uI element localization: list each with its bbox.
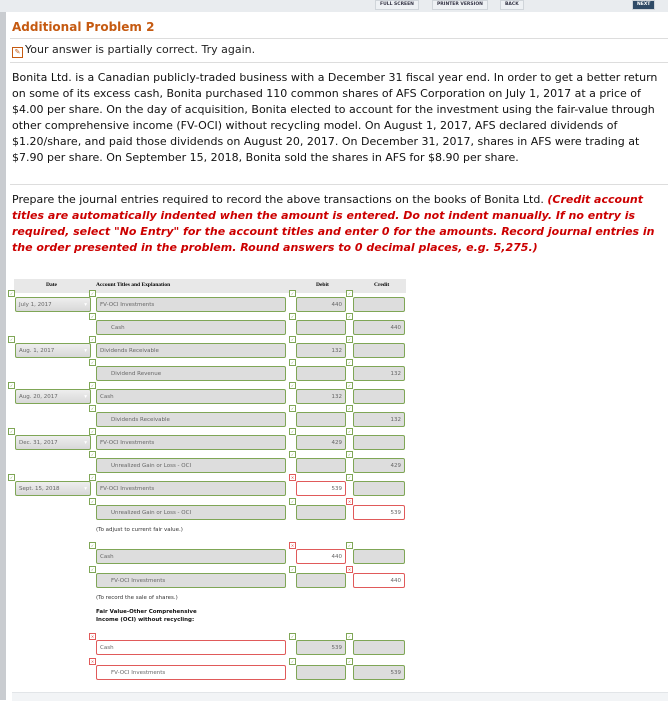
debit-input[interactable]: 440	[296, 549, 346, 564]
credit-input[interactable]	[353, 640, 405, 655]
credit-input[interactable]	[353, 343, 405, 358]
correct-icon: ✓	[290, 291, 295, 296]
correct-icon: ✓	[290, 337, 295, 342]
debit-input[interactable]	[296, 665, 346, 680]
account-title-input[interactable]: FV-OCI Investments	[96, 297, 286, 312]
debit-input[interactable]	[296, 320, 346, 335]
incorrect-icon: ✕	[90, 634, 95, 639]
correct-icon: ✓	[290, 452, 295, 457]
credit-input[interactable]	[353, 549, 405, 564]
credit-input[interactable]: 539	[353, 505, 405, 520]
correct-icon: ✓	[90, 429, 95, 434]
debit-input[interactable]	[296, 458, 346, 473]
answer-status	[12, 43, 255, 58]
credit-input[interactable]: 539	[353, 665, 405, 680]
entry-note: (To adjust to current fair value.)	[96, 527, 183, 533]
credit-input[interactable]: 440	[353, 320, 405, 335]
header-debit: Debit	[316, 282, 329, 288]
correct-icon: ✓	[347, 360, 352, 365]
debit-input[interactable]: 132	[296, 343, 346, 358]
debit-input[interactable]: 539	[296, 481, 346, 496]
correct-icon: ✓	[90, 452, 95, 457]
correct-icon: ✓	[290, 314, 295, 319]
credit-input[interactable]	[353, 481, 405, 496]
divider	[10, 184, 668, 185]
correct-icon: ✓	[9, 383, 14, 388]
date-select[interactable]: Dec. 31, 2017 ▾	[15, 435, 91, 450]
correct-icon: ✓	[347, 634, 352, 639]
incorrect-icon: ✕	[347, 567, 352, 572]
problem-title: Additional Problem 2	[12, 20, 155, 34]
left-border	[0, 12, 6, 700]
account-title-input[interactable]: Dividend Revenue	[96, 366, 286, 381]
correct-icon: ✓	[90, 314, 95, 319]
correct-icon: ✓	[347, 383, 352, 388]
account-title-input[interactable]: Cash	[96, 320, 286, 335]
correct-icon: ✓	[9, 475, 14, 480]
correct-icon: ✓	[290, 499, 295, 504]
section-heading: Fair Value-Other Comprehensive	[96, 609, 197, 615]
credit-input[interactable]	[353, 297, 405, 312]
section-heading: Income (OCI) without recycling:	[96, 617, 195, 623]
correct-icon: ✓	[90, 337, 95, 342]
debit-input[interactable]: 429	[296, 435, 346, 450]
account-title-input[interactable]: Unrealized Gain or Loss - OCI	[96, 505, 286, 520]
incorrect-icon: ✕	[347, 499, 352, 504]
incorrect-icon: ✕	[90, 659, 95, 664]
instructions-plain: Prepare the journal entries required to record the above transactions on the books of Bonita Ltd.	[12, 193, 548, 206]
chevron-down-icon: ▾	[84, 440, 87, 446]
account-title-input[interactable]: Cash	[96, 389, 286, 404]
account-title-input[interactable]: Dividends Receivable	[96, 412, 286, 427]
correct-icon: ✓	[290, 659, 295, 664]
divider	[10, 62, 668, 63]
account-title-input[interactable]: Dividends Receivable	[96, 343, 286, 358]
correct-icon: ✓	[90, 291, 95, 296]
divider	[10, 38, 668, 39]
debit-input[interactable]	[296, 505, 346, 520]
debit-input[interactable]	[296, 573, 346, 588]
correct-icon: ✓	[290, 383, 295, 388]
top-toolbar	[0, 0, 668, 12]
correct-icon: ✓	[9, 337, 14, 342]
edit-icon: ✎	[12, 47, 23, 58]
debit-input[interactable]: 539	[296, 640, 346, 655]
header-account: Account Titles and Explanation	[96, 282, 171, 288]
credit-input[interactable]: 440	[353, 573, 405, 588]
correct-icon: ✓	[90, 543, 95, 548]
correct-icon: ✓	[90, 567, 95, 572]
correct-icon: ✓	[290, 567, 295, 572]
correct-icon: ✓	[347, 659, 352, 664]
incorrect-icon: ✕	[290, 543, 295, 548]
account-title-input[interactable]: Cash	[96, 640, 286, 655]
correct-icon: ✓	[290, 634, 295, 639]
instructions-emphasis: (Credit account titles are automatically indented when the amount is entered. Do not indent manually. If no entry is required, select "No Entry" for the account titles and enter 0 for the amounts. Record journal entries in the order presented in the problem. Round answers to 0 decimal places, e.g. 5,275.)	[12, 193, 655, 254]
correct-icon: ✓	[90, 383, 95, 388]
correct-icon: ✓	[347, 475, 352, 480]
correct-icon: ✓	[9, 429, 14, 434]
entry-note: (To record the sale of shares.)	[96, 595, 178, 601]
instructions	[12, 192, 660, 256]
debit-input[interactable]: 440	[296, 297, 346, 312]
debit-input[interactable]: 132	[296, 389, 346, 404]
account-title-input[interactable]: Unrealized Gain or Loss - OCI	[96, 458, 286, 473]
credit-input[interactable]: 132	[353, 412, 405, 427]
account-title-input[interactable]: FV-OCI Investments	[96, 573, 286, 588]
correct-icon: ✓	[347, 429, 352, 434]
correct-icon: ✓	[9, 291, 14, 296]
credit-input[interactable]: 132	[353, 366, 405, 381]
correct-icon: ✓	[347, 406, 352, 411]
next-button[interactable]: NEXT	[632, 0, 655, 10]
account-title-input[interactable]: FV-OCI Investments	[96, 481, 286, 496]
account-title-input[interactable]: FV-OCI Investments	[96, 665, 286, 680]
credit-input[interactable]	[353, 435, 405, 450]
chevron-down-icon: ▾	[84, 486, 87, 492]
correct-icon: ✓	[347, 543, 352, 548]
account-title-input[interactable]: FV-OCI Investments	[96, 435, 286, 450]
status-text: Your answer is partially correct. Try again.	[25, 43, 256, 56]
printer-version-button[interactable]: PRINTER VERSION	[432, 0, 488, 10]
date-select[interactable]: Sept. 15, 2018 ▾	[15, 481, 91, 496]
chevron-down-icon: ▾	[84, 348, 87, 354]
credit-input[interactable]: 429	[353, 458, 405, 473]
correct-icon: ✓	[290, 360, 295, 365]
date-select[interactable]: July 1, 2017 ▾	[15, 297, 91, 312]
correct-icon: ✓	[90, 499, 95, 504]
correct-icon: ✓	[347, 337, 352, 342]
credit-input[interactable]	[353, 389, 405, 404]
date-select[interactable]: Aug. 20, 2017 ▾	[15, 389, 91, 404]
correct-icon: ✓	[347, 452, 352, 457]
debit-input[interactable]	[296, 366, 346, 381]
correct-icon: ✓	[90, 406, 95, 411]
problem-text: Bonita Ltd. is a Canadian publicly-traded business with a December 31 fiscal year end. In order to get a better return on some of its excess cash, Bonita purchased 110 common shares of AFS Corporation on July 1, 2017 at a price of $4.00 per share. On the day of acquisition, Bonita elected to account for the investment using the fair-value through other comprehensive income (FV-OCI) without recycling model. On August 1, 2017, AFS declared dividends of $1.20/share, and paid those dividends on August 20, 2017. On December 31, 2017, shares in AFS were trading at $7.90 per share. On September 15, 2018, Bonita sold the shares in AFS for $8.90 per share.	[12, 71, 658, 164]
back-button[interactable]: BACK	[500, 0, 524, 10]
correct-icon: ✓	[290, 406, 295, 411]
date-select[interactable]: Aug. 1, 2017 ▾	[15, 343, 91, 358]
header-credit: Credit	[374, 282, 390, 288]
incorrect-icon: ✕	[290, 475, 295, 480]
account-title-input[interactable]: Cash	[96, 549, 286, 564]
correct-icon: ✓	[290, 429, 295, 434]
debit-input[interactable]	[296, 412, 346, 427]
correct-icon: ✓	[347, 291, 352, 296]
correct-icon: ✓	[347, 314, 352, 319]
chevron-down-icon: ▾	[84, 302, 87, 308]
chevron-down-icon: ▾	[84, 394, 87, 400]
full-screen-button[interactable]: FULL SCREEN	[375, 0, 419, 10]
correct-icon: ✓	[90, 360, 95, 365]
correct-icon: ✓	[90, 475, 95, 480]
header-date: Date	[46, 282, 57, 288]
